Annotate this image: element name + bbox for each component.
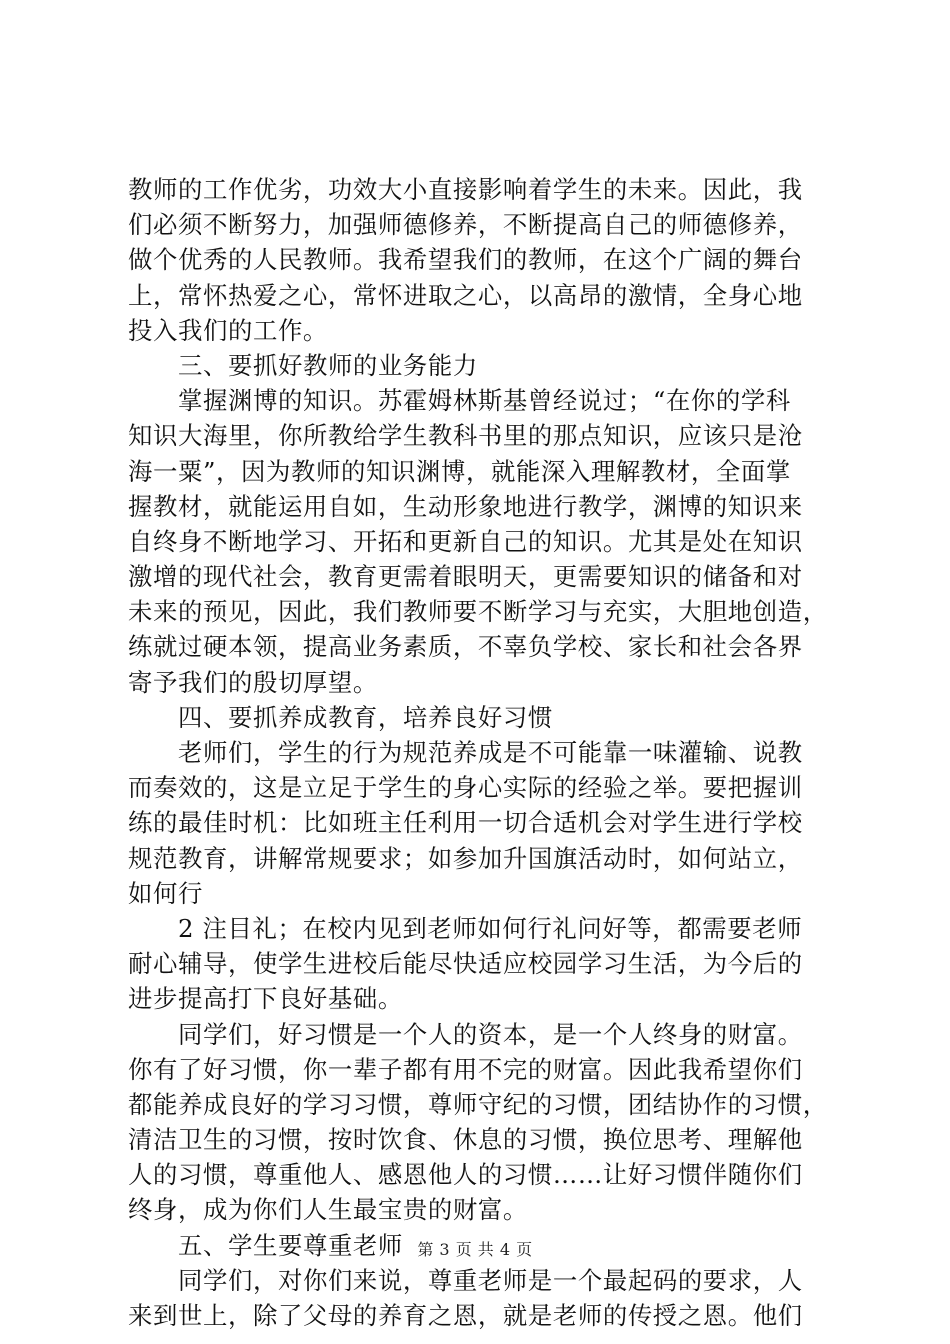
text-line: 掌握渊博的知识。苏霍姆林斯基曾经说过；“在你的学科 — [178, 386, 791, 416]
text-line: 老师们，学生的行为规范养成是不可能靠一味灌输、说教 — [178, 738, 803, 767]
text-line: 而奏效的，这是立足于学生的身心实际的经验之举。要把握训 — [128, 773, 803, 803]
text-line: 上，常怀热爱之心，常怀进取之心，以高昂的激情，全身心地 — [128, 280, 803, 310]
text-line: 同学们，好习惯是一个人的资本，是一个人终身的财富。 — [178, 1019, 803, 1049]
text-line: 握教材，就能运用自如，生动形象地进行教学，渊博的知识来 — [128, 491, 803, 521]
text-line: 耐心辅导，使学生进校后能尽快适应校园学习生活，为今后的 — [128, 949, 803, 979]
text-line: 人的习惯，尊重他人、感恩他人的习惯……让好习惯伴随你们 — [128, 1160, 803, 1190]
text-line: 知识大海里，你所教给学生教科书里的那点知识，应该只是沧 — [128, 421, 803, 451]
text-line: 同学们，对你们来说，尊重老师是一个最起码的要求，人 — [178, 1265, 803, 1295]
text-line: 教师的工作优劣，功效大小直接影响着学生的未来。因此，我 — [128, 175, 803, 204]
text-line: 做个优秀的人民教师。我希望我们的教师，在这个广阔的舞台 — [128, 245, 803, 275]
text-line: 2 注目礼；在校内见到老师如何行礼问好等，都需要老师 — [178, 913, 803, 943]
text-line: 寄予我们的殷切厚望。 — [128, 667, 378, 697]
text-line: 自终身不断地学习、开拓和更新自己的知识。尤其是处在知识 — [128, 526, 803, 556]
text-line: 进步提高打下良好基础。 — [128, 984, 403, 1014]
text-line: 激增的现代社会，教育更需着眼明天，更需要知识的储备和对 — [128, 562, 803, 592]
text-line: 未来的预见，因此，我们教师要不断学习与充实，大胆地创造， — [128, 597, 828, 627]
page-footer: 第 3 页 共 4 页 — [417, 1240, 533, 1259]
text-line: 你有了好习惯，你一辈子都有用不完的财富。因此我希望你们 — [128, 1054, 803, 1084]
text-line: 四、要抓养成教育，培养良好习惯 — [178, 702, 553, 732]
document-body — [128, 172, 828, 1333]
text-line: 规范教育，讲解常规要求；如参加升国旗活动时，如何站立， — [128, 843, 803, 873]
text-line: 练的最佳时机：比如班主任利用一切合适机会对学生进行学校 — [128, 808, 803, 838]
text-line: 投入我们的工作。 — [128, 315, 328, 345]
text-line: 们必须不断努力，加强师德修养，不断提高自己的师德修养， — [128, 210, 803, 240]
text-line: 练就过硬本领，提高业务素质，不辜负学校、家长和社会各界 — [128, 632, 803, 662]
text-line: 清洁卫生的习惯，按时饮食、休息的习惯，换位思考、理解他 — [128, 1125, 803, 1155]
text-line: 来到世上，除了父母的养育之恩，就是老师的传授之恩。他们 — [128, 1301, 803, 1330]
text-line: 三、要抓好教师的业务能力 — [178, 350, 478, 380]
text-line: 终身，成为你们人生最宝贵的财富。 — [128, 1195, 528, 1225]
text-line: 都能养成良好的学习习惯，尊师守纪的习惯，团结协作的习惯， — [128, 1089, 828, 1119]
text-line: 五、学生要尊重老师 — [178, 1230, 403, 1260]
text-line: 如何行 — [128, 878, 203, 908]
text-line: 海一粟”，因为教师的知识渊博，就能深入理解教材，全面掌 — [128, 456, 791, 486]
